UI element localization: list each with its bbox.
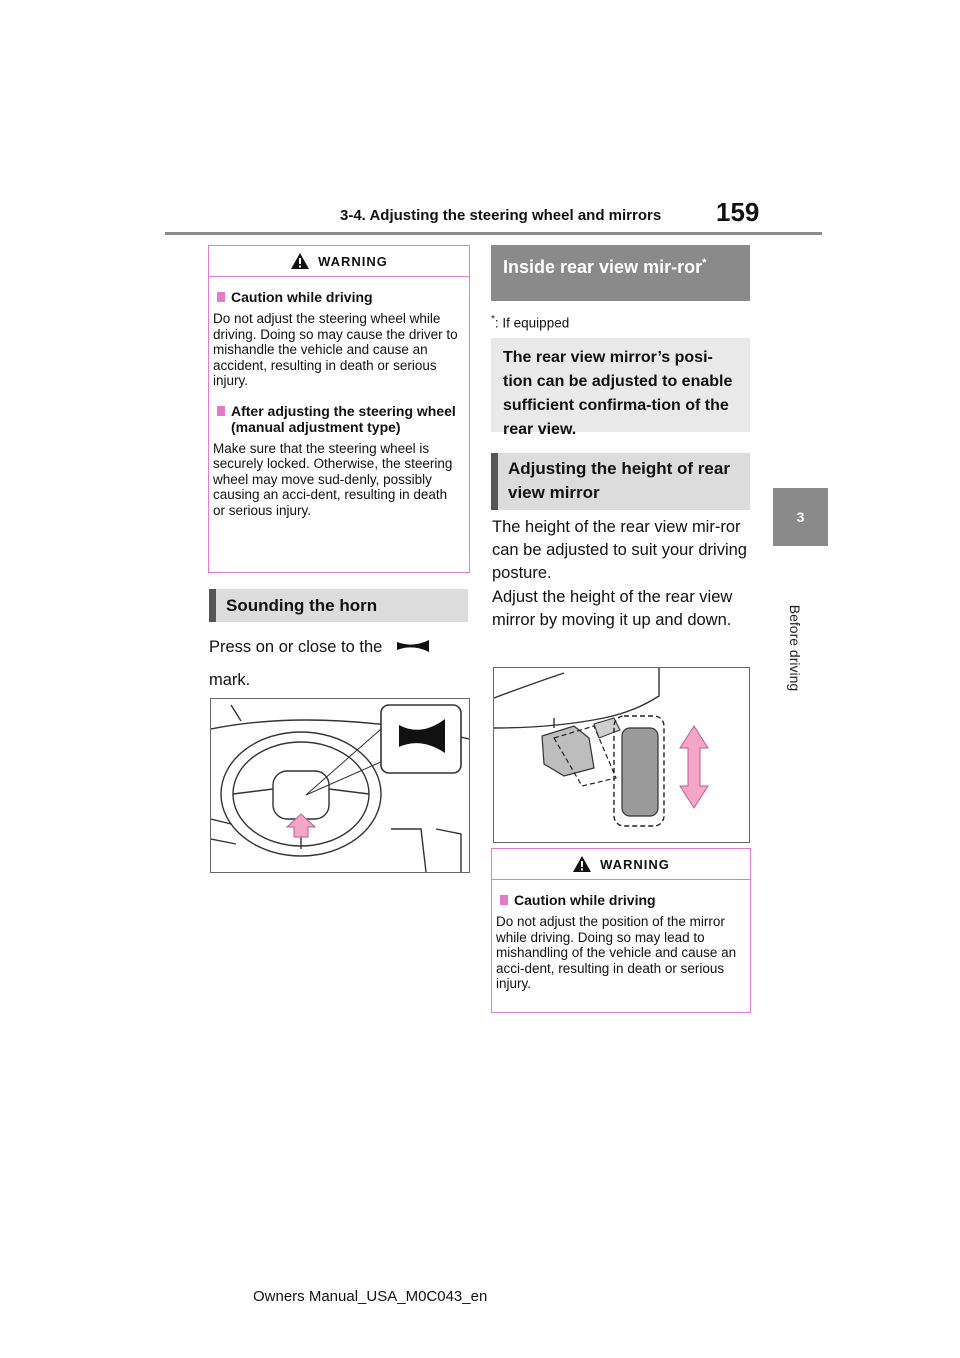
warning-heading: WARNING: [600, 856, 670, 872]
paragraph-height-1: The height of the rear view mir-ror can be adjusted to suit your driving posture.: [492, 518, 747, 582]
bullet-square-icon: [217, 406, 225, 416]
warning-triangle-icon: [572, 855, 592, 873]
subsection-heading-height: Adjusting the height of rear view mirror: [491, 453, 750, 510]
warning-body: [492, 880, 750, 1000]
bullet-square-icon: [500, 895, 508, 905]
lead-summary-box: The rear view mirror’s posi-tion can be adjusted to enable sufficient confirma-tion of the rear view.: [491, 338, 750, 432]
warning-header: [209, 246, 469, 277]
warning-item-text: Do not adjust the position of the mirror while driving. Doing so may lead to mishandling of the vehicle and cause an acci-dent, resulting in death or serious injury.: [496, 914, 737, 991]
warning-body: [209, 277, 469, 526]
warning-item-title: Caution while driving: [496, 892, 742, 908]
section-heading-horn: Sounding the horn: [209, 589, 468, 622]
footer-manual-id: Owners Manual_USA_M0C043_en: [253, 1288, 488, 1305]
warning-box-mirror: [491, 848, 751, 1013]
page-header: [0, 0, 960, 240]
warning-item-title: Caution while driving: [213, 289, 461, 305]
warning-item-text: Make sure that the steering wheel is securely locked. Otherwise, the steering wheel may move sud-denly, possibly causing an acci-dent, resulting in death or serious injury.: [213, 440, 453, 518]
steering-wheel-illustration: [211, 699, 469, 872]
warning-item-title: After adjusting the steering wheel (manual adjustment type): [213, 403, 461, 435]
warning-box-steering: [208, 245, 470, 573]
warning-triangle-icon: [290, 252, 310, 270]
chapter-label: Before driving: [787, 604, 803, 692]
warning-header: [492, 849, 750, 880]
header-rule: [165, 232, 822, 235]
horn-mark-icon: [395, 638, 431, 654]
page-number: 159: [716, 197, 760, 227]
warning-heading: WARNING: [318, 253, 388, 269]
warning-item-text: Do not adjust the steering wheel while driving. Doing so may cause the driver to mishandle the vehicle and cause an accident, resulting in death or serious injury.: [213, 311, 458, 388]
chapter-tab: 3: [773, 488, 828, 546]
paragraph-height-2: Adjust the height of the rear view mirror by moving it up and down.: [492, 588, 733, 629]
horn-instruction: Press on or close to the mark.: [209, 636, 469, 692]
rear-mirror-figure: [493, 667, 750, 843]
footnote-if-equipped: *: If equipped: [491, 314, 570, 331]
steering-wheel-figure: [210, 698, 470, 873]
header-title: 3-4. Adjusting the steering wheel and mirrors: [340, 207, 662, 224]
rear-mirror-illustration: [494, 668, 749, 842]
section-heading-rear-mirror: Inside rear view mir-ror*: [491, 245, 750, 301]
bullet-square-icon: [217, 292, 225, 302]
